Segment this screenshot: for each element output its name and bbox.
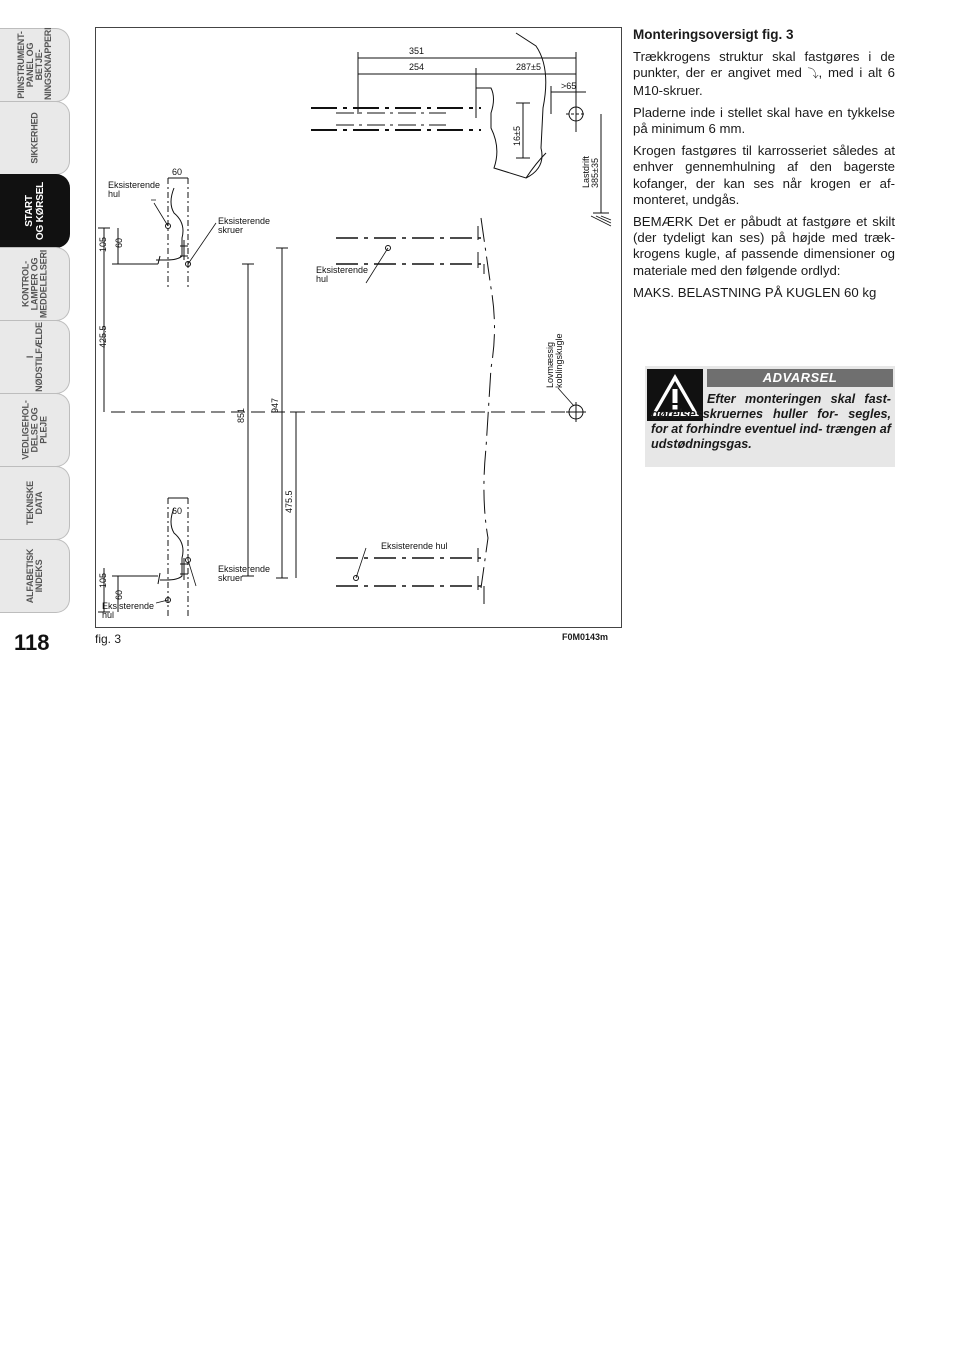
dim-947: 947 [270, 397, 280, 413]
label-legal-ball-2: koblingskugle [554, 333, 564, 388]
tab-label: ALFABETISK INDEKS [24, 548, 44, 604]
tab-safety[interactable] [0, 101, 70, 175]
figure-caption: fig. 3 [95, 632, 122, 646]
drawing-svg [96, 28, 621, 627]
tab-start-driving[interactable] [0, 174, 70, 248]
label-hole-bottom: hul [102, 610, 115, 620]
tab-label: SIKKERHED [29, 112, 39, 164]
dim-65: >65 [561, 81, 577, 91]
paragraph-3: Krogen fastgøres til karrosseriet således at enhver gennemhulning af den bagerste kofanger, der kan ses når krogen er af- monteret, undgås. [633, 143, 895, 207]
tow-hook-drawing [95, 27, 622, 628]
paragraph-1 [633, 49, 895, 99]
tab-warning-lights[interactable] [0, 247, 70, 321]
warning-text: Efter monteringen skal fast- gørelsesskruernes huller for- segles, for at forhindre eventuel ind- trængen af udstødningsgas. [651, 392, 891, 451]
dim-351: 351 [409, 46, 425, 56]
label-hole-top: hul [108, 189, 121, 199]
label-legal-ball-1: Lovmæssig [545, 341, 555, 388]
tab-instrument-panel[interactable] [0, 28, 70, 102]
dim-425: 425.5 [98, 325, 108, 348]
chapter-tabs [0, 28, 72, 613]
tab-label: KONTROL- LAMPER OG MEDDELELSERI [20, 249, 48, 319]
label-load-2: 385±35 [590, 158, 600, 188]
page-number: 118 [14, 630, 50, 655]
label-existing-hole-mid: Eksisterende [316, 265, 369, 275]
warning-title: ADVARSEL [707, 369, 893, 387]
label-hole-mid: hul [316, 274, 329, 284]
dim-60-bottom: 60 [172, 506, 183, 516]
tab-label: PIINSTRUMENT- PANEL OG BETJE- NINGSKNAPPERI [15, 27, 53, 100]
label-existing-hole-bottom: Eksisterende [102, 601, 155, 611]
label-bolts-top: skruer [218, 225, 244, 235]
label-existing-bolts-bottom: Eksisterende [218, 564, 271, 574]
tab-maintenance[interactable] [0, 393, 70, 467]
dim-60v-bottom: 60 [114, 589, 124, 600]
section-heading: Monteringsoversigt fig. 3 [633, 27, 794, 42]
dim-60v-top: 60 [114, 237, 124, 248]
tab-label: VEDLIGEHOL- DELSE OG PLEJE [20, 400, 48, 460]
text-column [633, 27, 895, 307]
figure-code: F0M0143m [562, 632, 609, 642]
label-bolts-bottom: skruer [218, 573, 244, 583]
dim-60-top: 60 [172, 167, 183, 177]
tab-label: TEKNISKE DATA [24, 481, 44, 525]
dim-254: 254 [409, 62, 425, 72]
label-existing-hole-top: Eksisterende [108, 180, 161, 190]
dim-105-top: 105 [98, 236, 108, 252]
label-existing-hole-inline: Eksisterende hul [381, 541, 448, 551]
dim-851: 851 [236, 407, 246, 423]
paragraph-4: BEMÆRK Det er påbudt at fastgøre et skilt (der tydeligt kan ses) på højde med træk- krogens kugle, af passende dimensioner og materiale med den følgende ordlyd: [633, 214, 895, 278]
label-load-1: Lastdrift [581, 155, 591, 188]
paragraph-1-start: Trækkrogens struktur skal fastgøres i de punkter, der er angivet med [633, 49, 895, 81]
paragraph-2: Pladerne inde i stellet skal have en tykkelse på minimum 6 mm. [633, 104, 895, 137]
label-existing-bolts-top: Eksisterende [218, 216, 271, 226]
paragraph-5: MAKS. BELASTNING PÅ KUGLEN 60 kg [633, 284, 877, 300]
dim-287: 287±5 [516, 62, 541, 72]
warning-box [645, 366, 895, 467]
tab-emergency[interactable] [0, 320, 70, 394]
fixing-point-icon: ⤵ [807, 68, 819, 81]
paragraph-1-end: , med i alt 6 M10-skruer. [633, 65, 895, 98]
tab-index[interactable] [0, 539, 70, 613]
dim-16: 16±5 [512, 126, 522, 146]
tab-label: START OG KØRSEL [23, 181, 46, 241]
tab-label: I NØDSTILFÆLDE [24, 322, 44, 392]
dim-105-bottom: 105 [98, 572, 108, 588]
tab-technical-data[interactable] [0, 466, 70, 540]
dim-475: 475.5 [284, 490, 294, 513]
